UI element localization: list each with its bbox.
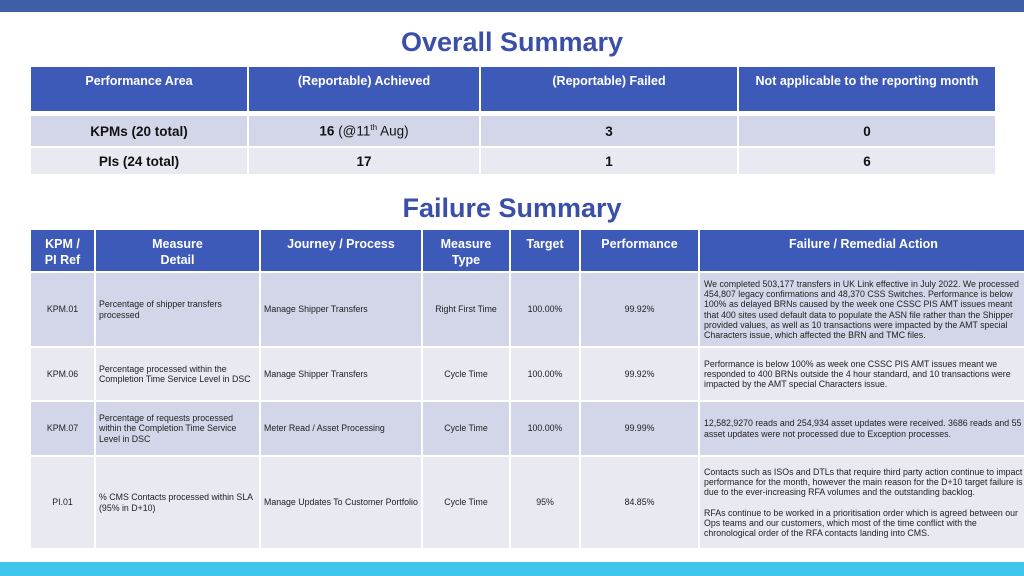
overall-summary-table [29,65,997,176]
na-cell: 6 [739,148,995,174]
performance-cell: 99.99% [581,402,698,455]
header-ref: KPM / PI Ref [31,230,94,271]
failure-row [31,402,1024,455]
overall-row-pis [31,148,995,174]
header-achieved: (Reportable) Achieved [249,67,479,111]
failed-cell: 1 [481,148,737,174]
top-accent-bar [0,0,1024,12]
detail-cell: Percentage of requests processed within the Completion Time Service Level in DSC [96,402,259,455]
header-journey: Journey / Process [261,230,421,271]
action-cell [700,457,1024,548]
ref-cell: KPM.07 [31,402,94,455]
failure-row [31,348,1024,400]
ref-cell: KPM.06 [31,348,94,400]
type-cell: Cycle Time [423,457,509,548]
header-measure-detail: Measure Detail [96,230,259,271]
action-paragraph-2: RFAs continue to be worked in a prioritisation order which is agreed between our Ops teams and our customers, which most of the time conflict with the chronological order of the RFA contacts landing into CMS. [704,507,1018,539]
journey-cell: Manage Updates To Customer Portfolio [261,457,421,548]
area-cell: KPMs (20 total) [31,116,247,146]
detail-cell: Percentage of shipper transfers processed [96,273,259,346]
header-not-applicable: Not applicable to the reporting month [739,67,995,111]
failure-row [31,457,1024,548]
achieved-cell: 17 [249,148,479,174]
action-cell: We completed 503,177 transfers in UK Link effective in July 2022. We processed 454,807 legacy confirmations and 48,370 CSS Switches. Performance is below 100% as delayed BRNs caused by the week one CSSC PIS AMT issues meant that 400 sites used default data to populate the ASN file rather than the Shipper provided values, as well as 10 transactions were impacted by the AMT special Characters issue, which affected the BRN and TMC files. [700,273,1024,346]
overall-summary-title: Overall Summary [400,27,624,57]
failure-summary-table [29,228,1024,550]
header-performance-area: Performance Area [31,67,247,111]
area-cell: PIs (24 total) [31,148,247,174]
detail-cell: % CMS Contacts processed within SLA (95% in D+10) [96,457,259,548]
type-cell: Right First Time [423,273,509,346]
failed-cell: 3 [481,116,737,146]
action-cell: Performance is below 100% as week one CSSC PIS AMT issues meant we responded to 400 BRNs outside the 4 hour standard, and 10 transactions were impacted by the AMT special Characters issue. [700,348,1024,400]
failure-header-row [31,230,1024,271]
performance-cell: 84.85% [581,457,698,548]
target-cell: 100.00% [511,402,579,455]
failure-summary-title: Failure Summary [402,193,622,223]
journey-cell: Meter Read / Asset Processing [261,402,421,455]
ref-cell: PI.01 [31,457,94,548]
journey-cell: Manage Shipper Transfers [261,348,421,400]
ref-cell: KPM.01 [31,273,94,346]
journey-cell: Manage Shipper Transfers [261,273,421,346]
performance-cell: 99.92% [581,273,698,346]
type-cell: Cycle Time [423,402,509,455]
bottom-accent-bar [0,562,1024,576]
overall-header-row [31,67,995,111]
header-target: Target [511,230,579,271]
performance-cell: 99.92% [581,348,698,400]
failure-row [31,273,1024,346]
action-paragraph-1: Contacts such as ISOs and DTLs that require third party action continue to impact performance for the month, however the main reason for the D+10 target failure is due to the ever-increasing RFA volumes and the outstanding backlog. [704,466,1023,498]
header-measure-type: Measure Type [423,230,509,271]
type-cell: Cycle Time [423,348,509,400]
header-failed: (Reportable) Failed [481,67,737,111]
action-cell: 12,582,9270 reads and 254,934 asset updates were received. 3686 reads and 55 asset updates were not processed due to Exception processes. [700,402,1024,455]
header-action: Failure / Remedial Action [700,230,1024,271]
header-performance: Performance [581,230,698,271]
detail-cell: Percentage processed within the Completion Time Service Level in DSC [96,348,259,400]
achieved-cell: 16 (@11th Aug) [249,116,479,146]
target-cell: 100.00% [511,348,579,400]
na-cell: 0 [739,116,995,146]
target-cell: 95% [511,457,579,548]
overall-row-kpms [31,116,995,146]
target-cell: 100.00% [511,273,579,346]
